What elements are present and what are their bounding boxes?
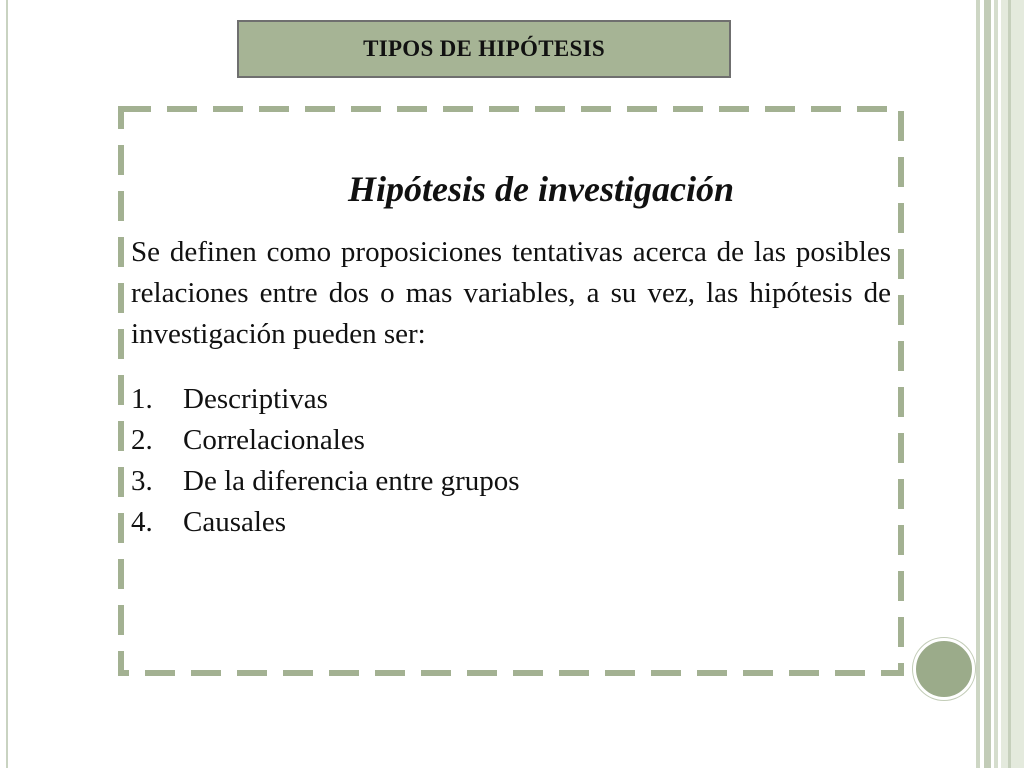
list-item-number: 1. (131, 383, 153, 415)
list-item (131, 420, 891, 461)
list-item (131, 461, 891, 502)
right-decor-stripe (1008, 0, 1011, 768)
slide-title: TIPOS DE HIPÓTESIS (363, 36, 605, 61)
list-item-text: Causales (183, 506, 287, 538)
list-item-text: De la diferencia entre grupos (183, 465, 520, 497)
title-box (237, 20, 731, 78)
right-decor-stripe (976, 0, 980, 768)
list-item-number: 2. (131, 424, 153, 456)
list-item (131, 379, 891, 420)
definition-paragraph: Se definen como proposiciones tentativas acerca de las posibles relaciones entre dos o mas variables, a su vez, las hipótesis de investigación pueden ser: (131, 236, 891, 350)
right-decor-stripe (1001, 0, 1024, 768)
list-item-number: 3. (131, 465, 153, 497)
decorative-circle (913, 638, 975, 700)
list-item-number: 4. (131, 506, 153, 538)
right-decor-stripe (994, 0, 998, 768)
list-item-text: Descriptivas (183, 383, 328, 415)
hypothesis-types-list (131, 379, 891, 543)
section-heading: Hipótesis de investigación (348, 169, 734, 209)
list-item (131, 502, 891, 543)
list-item-text: Correlacionales (183, 424, 365, 456)
right-decor-stripe (984, 0, 991, 768)
left-border-line (6, 0, 8, 768)
content-area (131, 160, 891, 543)
